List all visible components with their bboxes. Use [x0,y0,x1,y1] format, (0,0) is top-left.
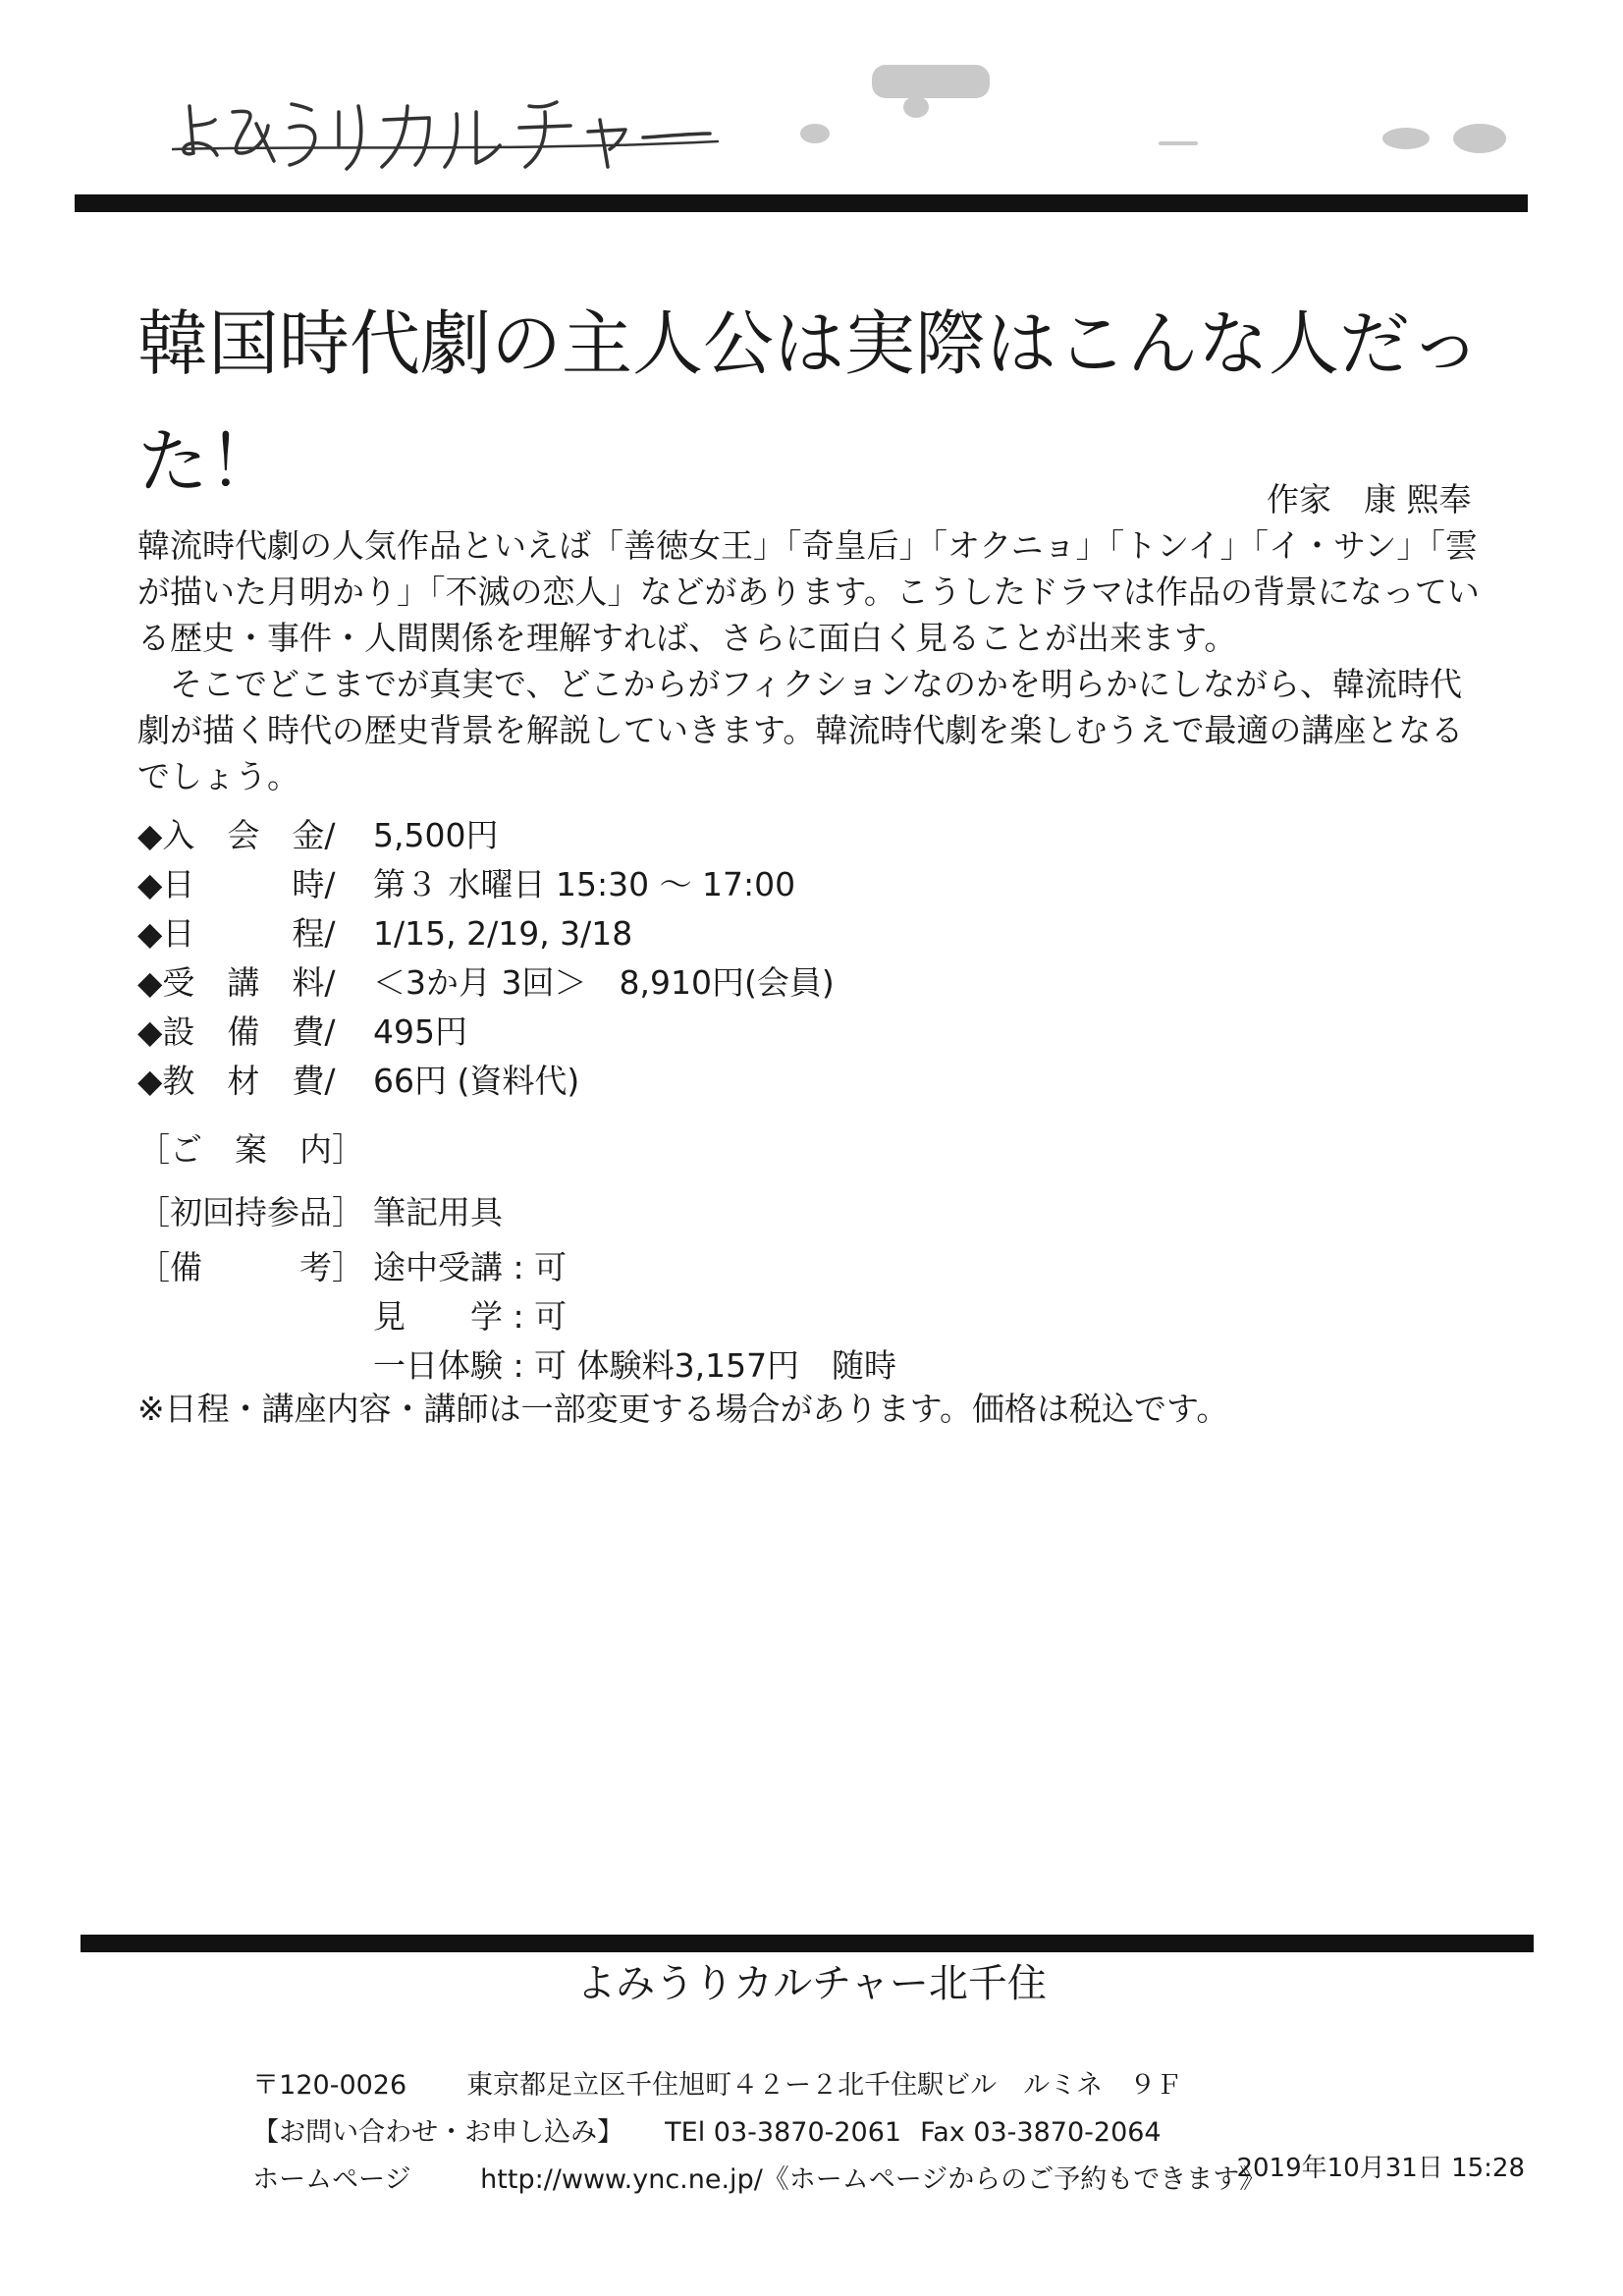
handwritten-logo [172,77,722,185]
detail-value: 1/15, 2/19, 3/18 [373,914,633,953]
detail-label: ◆入 会 金/ [137,816,336,854]
detail-label: ◆受 講 料/ [137,963,336,1002]
note-item: 見 学 : 可 [373,1297,568,1336]
detail-row [137,811,835,860]
detail-row [137,1057,835,1106]
detail-label: ◆日 時/ [137,865,336,903]
course-title: 韓国時代劇の主人公は実際はこんな人だった！ [137,302,1482,503]
detail-value: ＜3か月 3回＞ 8,910円(会員) [373,963,835,1002]
description-paragraph: そこでどこまでが真実で、どこからがフィクションなのかを明らかにしながら、韓流時代劇が描く時代の歴史背景を解説していきます。韓流時代劇を楽しむうえで最適の講座となるでしょう。 [137,665,1464,795]
description-paragraph: 韓流時代劇の人気作品といえば「善徳女王」「奇皇后」「オクニョ」「トンイ」「イ・サン」「雲が描いた月明かり」「不滅の恋人」などがあります。こうしたドラマは作品の背景になっている歴史・事件・人間関係を理解すれば、さらに面白く見ることが出来ます。 [137,526,1480,657]
detail-label: ◆設 備 費/ [137,1012,336,1051]
detail-label: ◆教 材 費/ [137,1062,336,1100]
detail-row [137,958,835,1008]
tel: TEl 03-3870-2061 [665,2117,902,2148]
course-author: 作家 康 熙奉 [1267,480,1472,519]
course-description [137,522,1492,799]
detail-row [137,1008,835,1057]
address: 東京都足立区千住旭町４２ー２北千住駅ビル ルミネ ９Ｆ [466,2070,1183,2101]
detail-value: 5,500円 [373,816,499,854]
detail-value: 495円 [373,1012,467,1051]
footer-rule [81,1935,1534,1952]
items-value: 筆記用具 [373,1193,503,1231]
scan-smudge [872,65,990,98]
course-details [137,811,835,1106]
scan-smudge [903,96,929,118]
footer-homepage-line [236,2121,1266,2200]
header-rule [75,194,1528,212]
notes-label: ［備 考］ [137,1248,364,1286]
scan-smudge [1453,124,1506,153]
detail-value: 第３ 水曜日 15:30 〜 17:00 [373,865,796,903]
note-item: 途中受講 : 可 [373,1248,568,1286]
scan-smudge [1382,128,1430,149]
guide-items [137,1188,503,1237]
footer-name: よみうりカルチャー北千住 [576,1961,1047,2006]
items-label: ［初回持参品］ [137,1193,364,1231]
scan-smudge [800,124,830,143]
homepage-label: ホームページ [252,2164,411,2195]
print-timestamp: 2019年10月31日 15:28 [1236,2154,1525,2183]
detail-label: ◆日 程/ [137,914,336,953]
fax: Fax 03-3870-2064 [920,2117,1162,2148]
contact-label: 【お問い合わせ・お申し込み】 [252,2117,624,2148]
homepage-url[interactable]: http://www.ync.ne.jp/《ホームページからのご予約もできます》 [480,2164,1267,2195]
note-item: 一日体験 : 可 体験料3,157円 随時 [373,1346,897,1385]
detail-row [137,860,835,909]
guide-notes [137,1243,896,1391]
postal-code: 〒120-0026 [252,2070,407,2101]
guide-heading: ［ご 案 内］ [137,1130,364,1169]
disclaimer: ※日程・講座内容・講師は一部変更する場合があります。価格は税込です。 [137,1390,1229,1428]
scan-smudge [1159,141,1198,145]
detail-row [137,909,835,958]
detail-value: 66円 (資料代) [373,1062,580,1100]
